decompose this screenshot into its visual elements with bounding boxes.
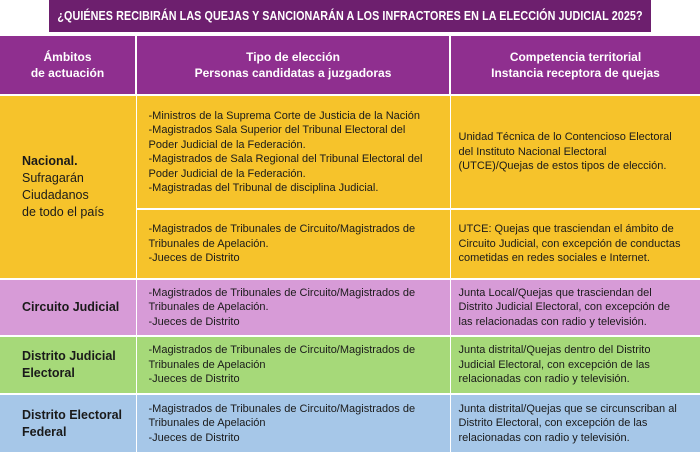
scope-distrito-line: Electoral bbox=[22, 366, 75, 380]
comp-line: relacionadas con radio y televisión. bbox=[458, 373, 630, 386]
tipo-line: -Magistrados de Tribunales de Circuito/Magistrados de bbox=[148, 344, 416, 357]
comp-line: Circuito Judicial, con excepción de conductas bbox=[458, 237, 681, 250]
scope-distrito bbox=[0, 336, 136, 394]
tipo-line: -Jueces de Distrito bbox=[148, 431, 240, 444]
tipo-line: -Jueces de Distrito bbox=[148, 373, 240, 386]
scope-nacional-line: de todo el país bbox=[22, 205, 105, 219]
header-election-type-line: Personas candidatas a juzgadoras bbox=[194, 66, 392, 80]
comp-line: (UTCE)/Quejas de estos tipos de elección. bbox=[458, 160, 667, 173]
page-title: ¿QUIÉNES RECIBIRÁN LAS QUEJAS Y SANCIONARÁN A LOS INFRACTORES EN LA ELECCIÓN JUDICIAL 2025? bbox=[49, 0, 651, 32]
comp-line: Unidad Técnica de lo Contencioso Electoral bbox=[458, 131, 672, 144]
scope-federal-line: Distrito Electoral bbox=[22, 407, 123, 422]
tipo-line: Tribunales de Apelación bbox=[148, 417, 266, 430]
row-circuito bbox=[0, 279, 700, 336]
scope-nacional bbox=[0, 95, 136, 279]
competencies-table bbox=[0, 36, 700, 452]
comp-line: cometidas en redes sociales e Internet. bbox=[458, 252, 650, 265]
header-competence bbox=[450, 36, 700, 95]
header-row bbox=[0, 36, 700, 95]
tipo-line: -Jueces de Distrito bbox=[148, 252, 240, 265]
row-federal bbox=[0, 394, 700, 452]
comp-line: Judicial Electoral, con excepción de las bbox=[458, 358, 650, 371]
comp-line: Junta Local/Quejas que trasciendan del bbox=[458, 286, 652, 299]
row-nacional-a bbox=[0, 95, 700, 209]
comp-line: Junta distrital/Quejas que se circunscriban al bbox=[458, 402, 677, 415]
scope-circuito-title: Circuito Judicial bbox=[22, 300, 120, 314]
comp-line: relacionadas con radio y televisión. bbox=[458, 431, 630, 444]
header-scope-line: Ámbitos bbox=[43, 50, 92, 64]
header-scope-line: de actuación bbox=[30, 66, 105, 80]
comp-line: Junta distrital/Quejas dentro del Distrito bbox=[458, 344, 651, 357]
tipo-line: Tribunales de Apelación. bbox=[148, 237, 269, 250]
comp-line: Distrito Judicial Electoral, con excepción de bbox=[458, 301, 671, 314]
tipo-line: -Magistrados de Tribunales de Circuito/Magistrados de bbox=[148, 402, 416, 415]
row-distrito bbox=[0, 336, 700, 394]
header-scope bbox=[0, 36, 136, 95]
scope-nacional-title: Nacional. bbox=[22, 154, 78, 168]
header-competence-line: Instancia receptora de quejas bbox=[491, 66, 660, 80]
tipo-line: Tribunales de Apelación. bbox=[148, 301, 269, 314]
comp-line: Distrito Electoral, con excepción de las bbox=[458, 417, 648, 430]
tipo-line: -Magistradas del Tribunal de disciplina Judicial. bbox=[148, 182, 379, 194]
scope-distrito-line: Distrito Judicial bbox=[22, 349, 116, 363]
header-competence-line: Competencia territorial bbox=[509, 50, 642, 64]
tipo-line: -Magistrados de Tribunales de Circuito/Magistrados de bbox=[148, 223, 416, 236]
comp-nacional-a bbox=[450, 95, 700, 209]
comp-distrito bbox=[450, 336, 700, 394]
scope-federal bbox=[0, 394, 136, 452]
tipo-line: Tribunales de Apelación bbox=[148, 358, 266, 371]
scope-nacional-line: Ciudadanos bbox=[22, 188, 89, 202]
tipo-line: Poder Judicial de la Federación. bbox=[148, 167, 306, 180]
comp-line: UTCE: Quejas que trasciendan el ámbito de bbox=[458, 223, 674, 236]
tipo-line: -Magistrados de Tribunales de Circuito/Magistrados de bbox=[148, 286, 416, 299]
tipo-nacional-a bbox=[136, 95, 450, 209]
scope-circuito bbox=[0, 279, 136, 336]
tipo-nacional-b bbox=[136, 209, 450, 279]
comp-line: del Instituto Nacional Electoral bbox=[458, 145, 607, 158]
tipo-circuito bbox=[136, 279, 450, 336]
comp-circuito bbox=[450, 279, 700, 336]
comp-federal bbox=[450, 394, 700, 452]
tipo-line: Poder Judicial de la Federación. bbox=[148, 138, 306, 151]
tipo-federal bbox=[136, 394, 450, 452]
scope-nacional-line: Sufragarán bbox=[22, 171, 84, 185]
tipo-line: -Ministros de la Suprema Corte de Justicia de la Nación bbox=[148, 109, 420, 122]
header-election-type-line: Tipo de elección bbox=[246, 50, 340, 64]
comp-line: las relacionadas con radio y televisión. bbox=[458, 315, 647, 328]
tipo-line: -Jueces de Distrito bbox=[148, 315, 240, 328]
tipo-distrito bbox=[136, 336, 450, 394]
tipo-line: -Magistrados de Sala Regional del Tribunal Electoral del bbox=[148, 153, 423, 165]
header-election-type bbox=[136, 36, 450, 95]
tipo-line: -Magistrados Sala Superior del Tribunal Electoral del bbox=[148, 124, 406, 136]
comp-nacional-b bbox=[450, 209, 700, 279]
scope-federal-line: Federal bbox=[22, 424, 67, 439]
